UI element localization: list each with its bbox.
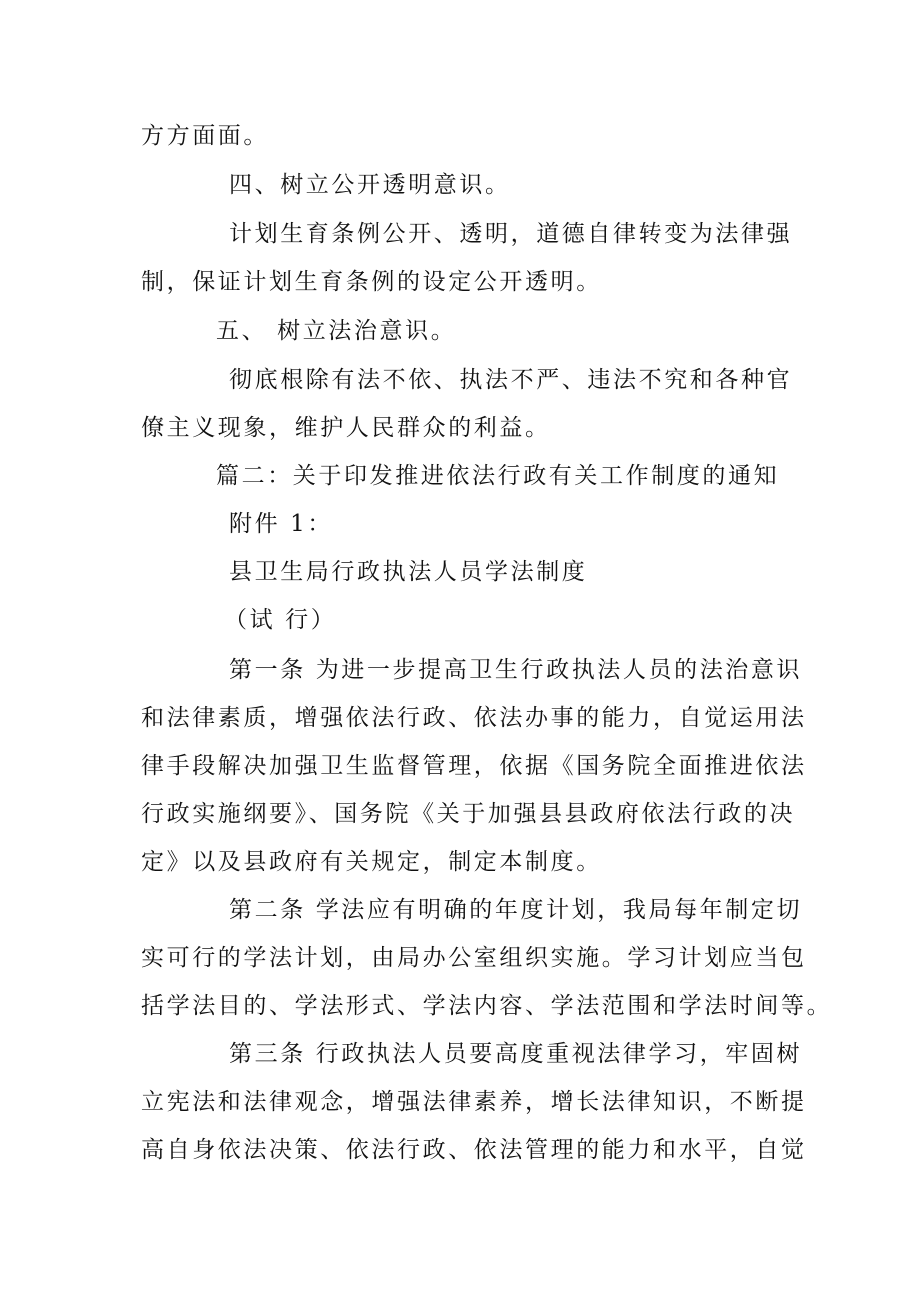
text-line: 高自身依法决策、依法行政、依法管理的能力和水平，自觉	[141, 1137, 807, 1163]
attachment-label: 附件 1：	[229, 511, 333, 537]
text-line: 方方面面。	[141, 123, 269, 149]
chapter-title: 篇二：关于印发推进依法行政有关工作制度的通知	[216, 463, 780, 489]
text-line: 律手段解决加强卫生监督管理，依据《国务院全面推进依法	[141, 753, 807, 779]
text-line: 制，保证计划生育条例的设定公开透明。	[141, 269, 602, 295]
text-line: 第二条 学法应有明确的年度计划，我局每年制定切	[229, 897, 803, 923]
regulation-title: 县卫生局行政执法人员学法制度	[229, 559, 588, 585]
text-line: 和法律素质，增强依法行政、依法办事的能力，自觉运用法	[141, 705, 807, 731]
text-line: 彻底根除有法不依、执法不严、违法不究和各种官	[229, 367, 793, 393]
text-line: 第一条 为进一步提高卫生行政执法人员的法治意识	[229, 657, 803, 683]
text-line: 立宪法和法律观念，增强法律素养，增长法律知识，不断提	[141, 1089, 807, 1115]
text-line: 计划生育条例公开、透明，道德自律转变为法律强	[229, 221, 793, 247]
text-line: 僚主义现象，维护人民群众的利益。	[141, 415, 551, 441]
regulation-subtitle: （试 行）	[224, 607, 337, 633]
text-line: 第三条 行政执法人员要高度重视法律学习，牢固树	[229, 1041, 803, 1067]
text-line: 实可行的学法计划，由局办公室组织实施。学习计划应当包	[141, 945, 807, 971]
text-line: 定》以及县政府有关规定，制定本制度。	[141, 849, 602, 875]
text-line: 括学法目的、学法形式、学法内容、学法范围和学法时间等。	[141, 993, 833, 1019]
section-heading: 四、树立公开透明意识。	[229, 172, 511, 198]
text-line: 行政实施纲要》、国务院《关于加强县县政府依法行政的决	[141, 801, 796, 827]
section-heading: 五、 树立法治意识。	[216, 318, 457, 344]
